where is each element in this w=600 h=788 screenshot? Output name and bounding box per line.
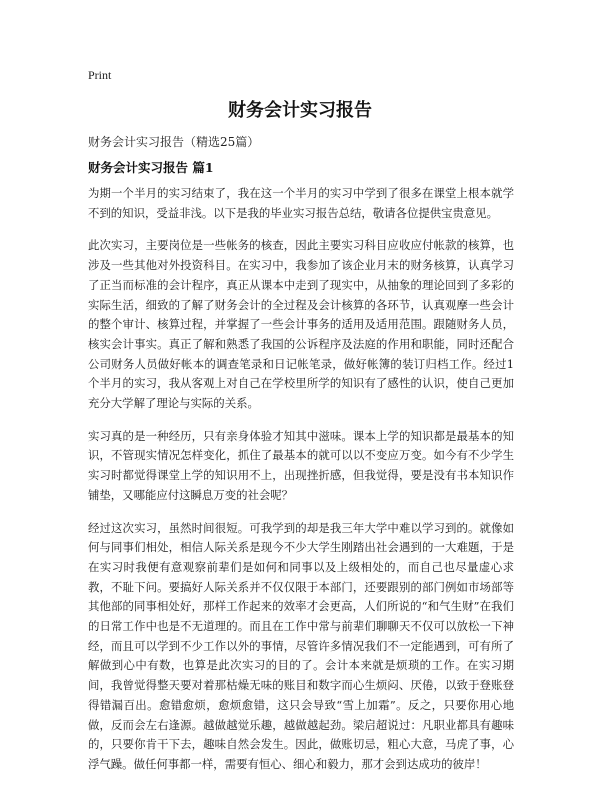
body-text — [88, 184, 514, 788]
section-heading: 财务会计实习报告 篇1 — [88, 160, 214, 175]
paragraph-2: 此次实习，主要岗位是一些帐务的核查，因此主要实习科目应收应付帐款的核算，也涉及一些其他对外投资科目。在实习中，我参加了该企业月末的财务核算，认真学习了正当而标准的会计程序，真正从课本中走到了现实中，从抽象的理论回到了多彩的实际生活，细致的了解了财务会计的全过程及会计核算的各环节，认真观摩一些会计的整个审计、核算过程，并掌握了一些会计事务的适用及适用范围。跟随财务人员，核实会计事实。真正了解和熟悉了我国的公诉程序及法庭的作用和职能，同时还配合公司财务人员做好帐本的调查笔录和日记帐笔录，做好帐簿的装订归档工作。经过1个半月的实习，我从客观上对自己在学校里所学的知识有了感性的认识，使自己更加充分大学解了理论与实际的关系。 — [88, 238, 514, 411]
paragraph-1: 为期一个半月的实习结束了，我在这一个半月的实习中学到了很多在课堂上根本就学不到的知识，受益非浅。以下是我的毕业实习报告总结，敬请各位提供宝贵意见。 — [88, 186, 514, 220]
print-link[interactable]: Print — [88, 68, 112, 82]
document-subtitle: 财务会计实习报告（精选25篇） — [88, 135, 260, 149]
page-title: 财务会计实习报告 — [228, 100, 372, 121]
paragraph-4: 经过这次实习，虽然时间很短。可我学到的却是我三年大学中难以学习到的。就像如何与同事们相处，相信人际关系是现今不少大学生刚踏出社会遇到的一大难题，于是在实习时我便有意观察前辈们是如何和同事以及上级相处的，而自己也尽量虚心求教，不耻下问。要搞好人际关系并不仅仅限于本部门，还要跟别的部门例如市场部等其他部的同事相处好，那样工作起来的效率才会更高，人们所说的“和气生财”在我们的日常工作中也是不无道理的。而且在工作中常与前辈们聊聊天不仅可以放松一下神经，而且可以学到不少工作以外的事情，尽管许多情况我们不一定能遇到，可有所了解做到心中有数，也算是此次实习的目的了。会计本来就是烦琐的工作。在实习期间，我曾觉得整天要对着那枯燥无味的账目和数字而心生烦闷、厌倦，以致于登账登得错漏百出。愈错愈烦，愈烦愈错，这只会导致“雪上加霜”。反之，只要你用心地做，反而会左右逢源。越做越觉乐趣，越做越起劲。梁启超说过：凡职业都具有趣味的，只要你肯干下去，趣味自然会发生。因此，做账切忌，粗心大意，马虎了事，心浮气躁。做任何事都一样，需要有恒心、细心和毅力，那才会到达成功的彼岸！ — [88, 520, 514, 771]
paragraph-3: 实习真的是一种经历，只有亲身体验才知其中滋味。课本上学的知识都是最基本的知识，不管现实情况怎样变化，抓住了最基本的就可以以不变应万变。如今有不少学生实习时都觉得课堂上学的知识用不上，出现挫折感，但我觉得，要是没有书本知识作铺垫，又哪能应付这瞬息万变的社会呢？ — [88, 428, 514, 502]
